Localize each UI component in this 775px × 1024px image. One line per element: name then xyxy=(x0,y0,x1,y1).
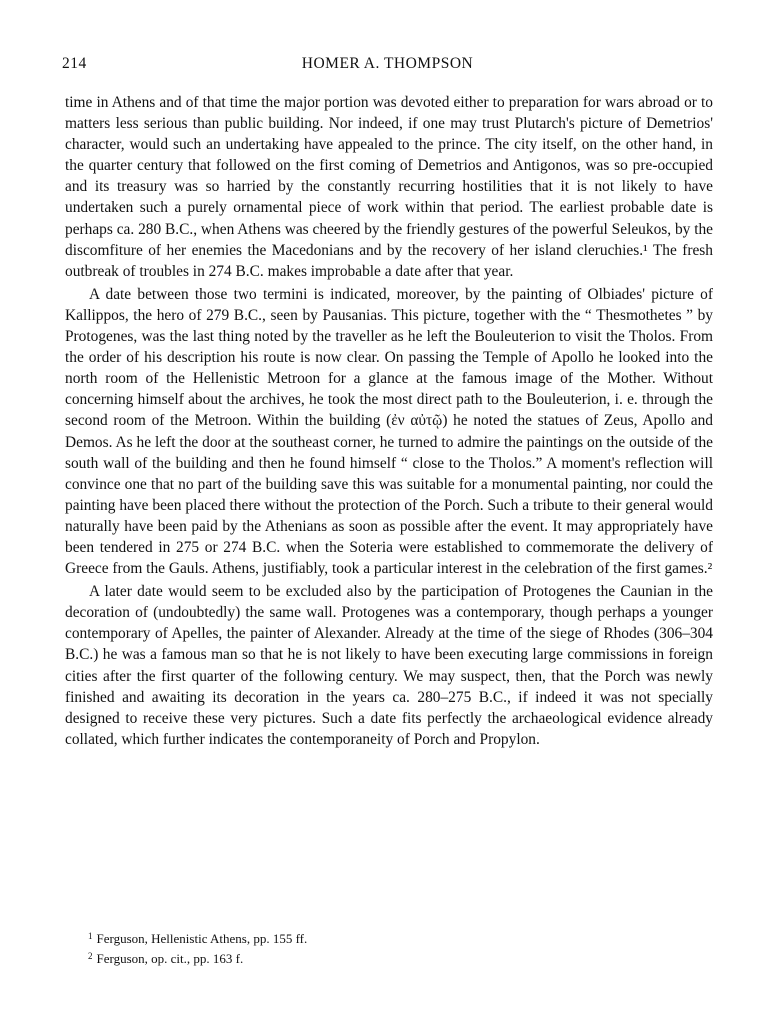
paragraph-2: A date between those two termini is indicated, moreover, by the painting of Olbiades' picture of Kallippos, the hero of 279 B.C., seen by Pausanias. This picture, together with the “ Thesmothetes ” by Protogenes, was the last thing noted by the traveller as he left the Bouleuterion to visit the Tholos. From the order of his description his route is now clear. On passing the Temple of Apollo he looked into the north room of the Hellenistic Metroon for a glance at the famous image of the Mother. Without concerning himself about the archives, he took the most direct path to the Bouleuterion, i. e. through the second room of the Metroon. Within the building (ἐν αὐτῷ) he noted the statues of Zeus, Apollo and Demos. As he left the door at the southeast corner, he turned to admire the paintings on the outside of the south wall of the building and then he found himself “ close to the Tholos.” A moment's reflection will convince one that no part of the building save this was suitable for a monumental painting, nor could the painting have been placed there without the protection of the Porch. Such a tribute to their general would naturally have been paid by the Athenians as soon as possible after the event. It may appropriately have been tendered in 275 or 274 B.C. when the Soteria were established to commemorate the delivery of Greece from the Gauls. Athens, justifiably, took a particular interest in the celebration of the first games.² xyxy=(65,285,713,578)
paragraph-1: time in Athens and of that time the major portion was devoted either to preparation for wars abroad or to matters less serious than public building. Nor indeed, if one may trust Plutarch's picture of Demetrios' character, would such an undertaking have appealed to the prince. The city itself, on the other hand, in the quarter century that followed on the first coming of Demetrios and Antigonos, was so pre-occupied and its treasury was so harried by the constantly recurring hostilities that it is not likely to have undertaken such a purely ornamental piece of work within that period. The earliest probable date is perhaps ca. 280 B.C., when Athens was cheered by the friendly gestures of the powerful Seleukos, by the discomfiture of her enemies the Macedonians and by the recovery of her island cleruchies.¹ The fresh outbreak of troubles in 274 B.C. makes improbable a date after that year. xyxy=(65,94,713,280)
footnote-text: Ferguson, Hellenistic Athens, pp. 155 ff. xyxy=(96,931,308,946)
page-number: 214 xyxy=(62,55,87,72)
footnote-number: 2 xyxy=(88,950,93,961)
body-text xyxy=(65,92,713,750)
footnote-1 xyxy=(88,928,688,948)
page-header xyxy=(62,55,713,81)
footnote-text: Ferguson, op. cit., pp. 163 f. xyxy=(96,950,244,966)
paragraph-3: A later date would seem to be excluded also by the participation of Protogenes the Caunian in the decoration of (undoubtedly) the same wall. Protogenes was a contemporary, though perhaps a younger contemporary of Apelles, the painter of Alexander. Already at the time of the siege of Rhodes (306–304 B.C.) he was a famous man so that he is not likely to have been executing large commissions in foreign cities after the first quarter of the following century. We may suspect, then, that the Porch was newly finished and awaiting its decoration in the years ca. 280–275 B.C., if indeed it was not specially designed to receive these very pictures. Such a date fits perfectly the archaeological evidence already collated, which further indicates the contemporaneity of Porch and Propylon. xyxy=(65,583,713,748)
running-head: HOMER A. THOMPSON xyxy=(301,55,474,72)
footnotes xyxy=(88,928,688,967)
footnote-number: 1 xyxy=(88,931,93,941)
footnote-2 xyxy=(88,948,688,968)
